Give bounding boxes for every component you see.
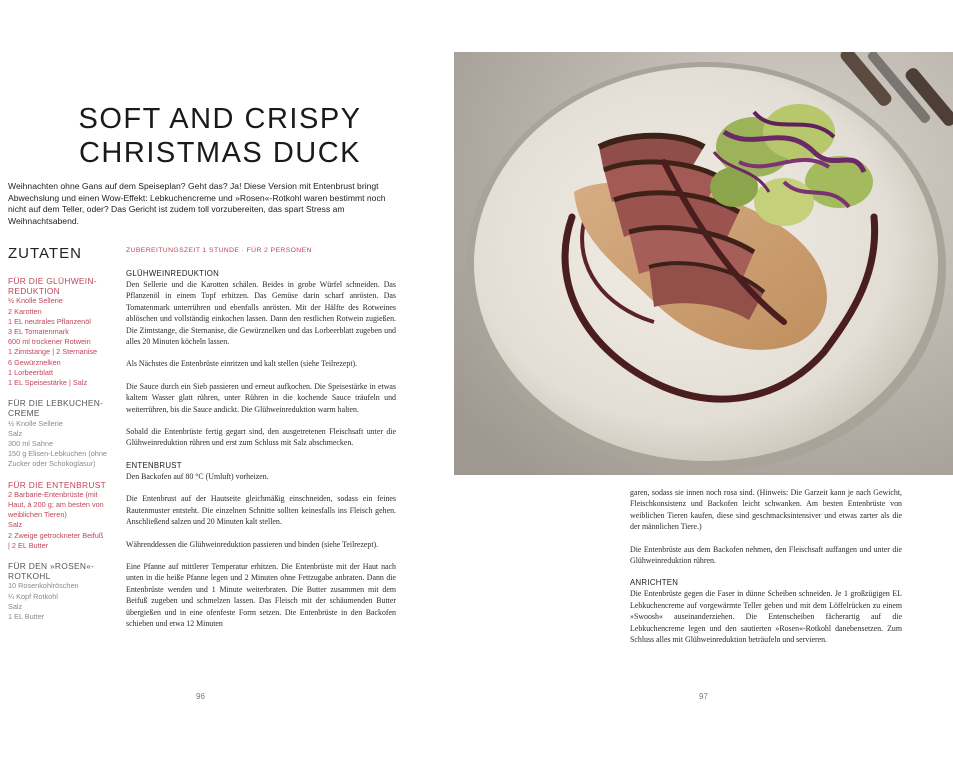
ingredient-group-title: FÜR DIE GLÜHWEIN-REDUKTION (8, 276, 97, 297)
method-paragraph: Die Entenbrüste gegen die Faser in dünne Scheiben schneiden. Je 1 großzügigen EL Lebkuchencreme auf vorgewärmte Teller geben und mit dem Löffelrücken zu einem »Swoosh« auseinanderziehen. Die Entenscheiben fächerartig auf die Lebkuchencreme legen und den sautierten »Rosen«-Rotkohl danebensetzen. Zum Schluss alles mit Glühweinreduktion beträufeln und servieren. (630, 589, 902, 645)
method-right-column (630, 487, 902, 656)
method-paragraph: Eine Pfanne auf mittlerer Temperatur erhitzen. Die Entenbrüste mit der Haut nach unten in die heiße Pfanne legen und 2 Minuten ohne Fettzugabe anbraten. Dann die Entenbrüste wenden und 1 Minute weiterbraten. Die Butter zusammen mit dem Beifuß zugeben und schmelzen lassen. Das Fleisch mit der schäumenden Butter übergießen und in eine ofenfeste Form setzen. Die Entenbrüste in den Backofen schieben und etwa 12 Minuten (126, 561, 396, 628)
ingredient-item: 1 Zimtstange | 2 Sternanise (8, 347, 98, 357)
ingredient-item: 1 Lorbeerblatt (8, 367, 54, 377)
recipe-intro: Weihnachten ohne Gans auf dem Speiseplan? Geht das? Ja! Diese Version mit Entenbrust bringt Abwechslung und einen Wow-Effekt: Lebkuchencreme und »Rosen«-Rotkohl waren bestimmt noch nicht auf dem Teller, oder? Das Gericht ist zudem toll vorzubereiten, das spart Stress am Weihnachtsabend. (8, 181, 386, 226)
page-number-left: 96 (196, 692, 205, 701)
method-left-column (126, 268, 396, 640)
ingredients-list (8, 276, 112, 622)
ingredient-item: 300 ml Sahne (8, 439, 54, 449)
ingredient-group-title: FÜR DIE ENTENBRUST (8, 479, 106, 490)
ingredient-item: Salz (8, 520, 23, 530)
method-paragraph: Die Entenbrust auf der Hautseite gleichmäßig einschneiden, sodass ein feines Rautenmuster entsteht. Die einzelnen Schnitte sollten keinesfalls ins Fleisch gehen. Anschließend salzen und 20 Minuten kalt stellen. (126, 494, 396, 527)
method-paragraph: garen, sodass sie innen noch rosa sind. (Hinweis: Die Garzeit kann je nach Gewicht, Fleischkonsistenz und Backofen leicht schwanken. Am besten Entenbrüste von weiblichen Tieren kaufen, diese sind geschmacksintensiver und etwas zarter als die der männlichen Tiere.) (630, 488, 902, 532)
ingredient-item: Salz (8, 428, 23, 438)
method-paragraph: Den Sellerie und die Karotten schälen. Beides in grobe Würfel schneiden. Das Pflanzenöl in einem Topf erhitzen. Das Gemüse darin scharf anrösten. Das Tomatenmark unterrühren und ebenfalls anrösten. Mit der Hälfte des Rotweines ablöschen und vollständig einkochen lassen. Dann den restlichen Rotwein zugießen. Die Zimtstange, die Sternanise, die Gewürznelken und das Lorbeerblatt zugeben und alles 20 Minuten köcheln lassen. (126, 280, 396, 347)
ingredient-item: 10 Rosenkohlröschen (8, 581, 79, 591)
ingredient-group-title: FÜR DEN »ROSEN«-ROTKOHL (8, 561, 95, 582)
ingredient-item: 1 EL Butter (8, 612, 45, 622)
ingredient-group (8, 561, 112, 622)
title-line-2: CHRISTMAS DUCK (78, 137, 361, 169)
ingredient-item: 6 Gewürznelken (8, 357, 61, 367)
ingredient-item: 150 g Elisen-Lebkuchen (ohne Zucker oder Schokoglasur) (8, 449, 107, 469)
ingredient-item: 2 Karotten (8, 306, 42, 316)
ingredient-item: ½ Knolle Sellerie (8, 418, 63, 428)
ingredient-item: | 2 EL Butter (8, 540, 49, 550)
ingredient-item: ¼ Kopf Rotkohl (8, 591, 58, 601)
page-number-right: 97 (699, 692, 708, 701)
method-paragraph: Die Entenbrüste aus dem Backofen nehmen, den Fleischsaft auffangen und unter die Glühweinreduktion rühren. (630, 544, 902, 566)
ingredient-item: ½ Knolle Sellerie (8, 296, 63, 306)
ingredient-item: Salz (8, 601, 23, 611)
ingredient-group-title: FÜR DIE LEBKUCHEN-CREME (8, 398, 104, 419)
ingredient-item: 600 ml trockener Rotwein (8, 337, 91, 347)
ingredient-item: 2 Barbarie-Entenbrüste (mit Haut, à 200 g; am besten von weiblichen Tieren) (8, 489, 104, 520)
method-paragraph: Sobald die Entenbrüste fertig gegart sind, den ausgetretenen Fleischsaft unter die Glühweinreduktion rühren und erst zum Schluss mit Salz abschmecken. (126, 427, 396, 448)
dish-photo-illustration (454, 52, 953, 475)
ingredient-group (8, 480, 112, 551)
dish-photo (454, 52, 953, 475)
method-paragraph: Währenddessen die Glühweinreduktion passieren und binden (siehe Teilrezept). (126, 539, 379, 549)
ingredient-group (8, 276, 112, 388)
method-section-title: GLÜHWEINREDUKTION (126, 269, 220, 278)
prep-time: ZUBEREITUNGSZEIT 1 STUNDE · FÜR 2 PERSONEN (126, 247, 312, 254)
ingredient-item: 1 EL neutrales Pflanzenöl (8, 316, 91, 326)
method-section-title: ENTENBRUST (126, 460, 182, 470)
ingredient-item: 2 Zweige getrockneter Beifuß (8, 530, 104, 540)
method-paragraph: Als Nächstes die Entenbrüste einritzen und kalt stellen (siehe Teilrezept). (126, 359, 358, 369)
method-paragraph: Den Backofen auf 80 °C (Umluft) vorheizen. (126, 471, 269, 481)
ingredient-item: 1 EL Speisestärke | Salz (8, 378, 88, 388)
ingredient-item: 3 EL Tomatenmark (8, 327, 69, 337)
title-line-1: SOFT AND CRISPY (78, 103, 362, 135)
ingredients-heading: ZUTATEN (8, 245, 82, 262)
method-section-title: ANRICHTEN (630, 578, 679, 588)
method-paragraph: Die Sauce durch ein Sieb passieren und erneut aufkochen. Die Speisestärke in etwas kaltem Wasser glatt rühren, unter Rühren in die kochende Sauce träufeln und weiterrühren, bis die Sauce andickt. Die Glühweinreduktion warm halten. (126, 381, 396, 414)
recipe-title (60, 102, 380, 170)
ingredient-group (8, 398, 112, 469)
